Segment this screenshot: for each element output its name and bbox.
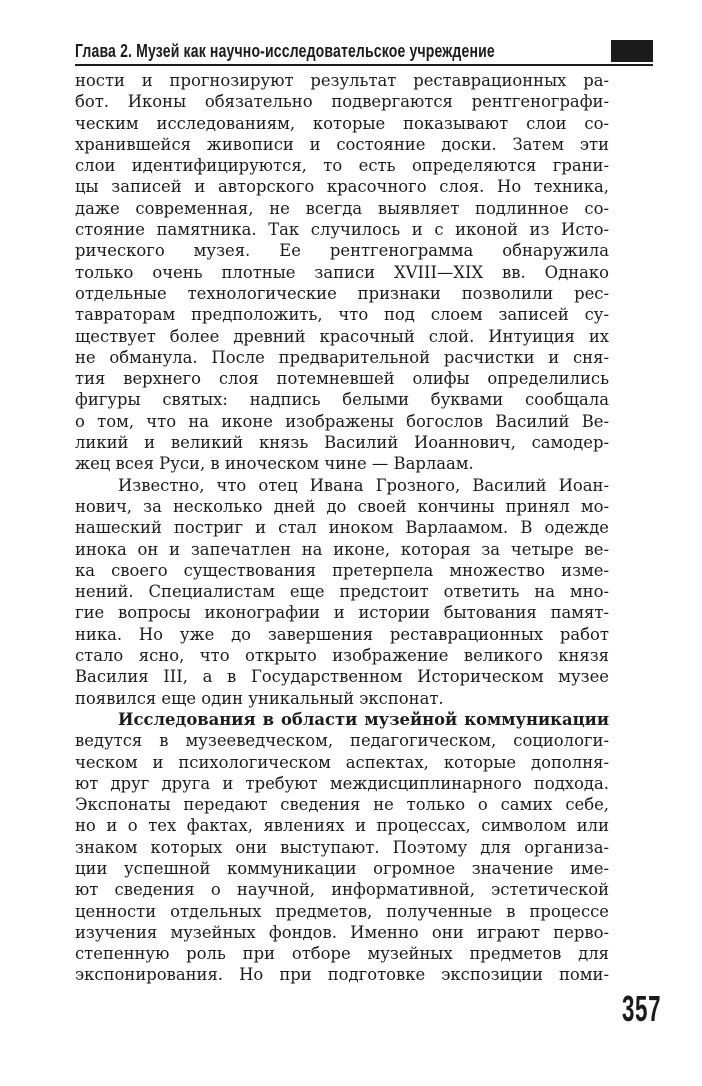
text-line: ценности отдельных предметов, полученные в процессе — [75, 901, 609, 921]
text-line: цы записей и авторского красочного слоя. Но техника, — [75, 177, 609, 197]
text-line: отдельные технологические признаки позволили рес- — [75, 283, 609, 303]
text-line: только очень плотные записи XVIII—XIX вв. Однако — [75, 262, 609, 282]
text-line: появился еще один уникальный экспонат. — [75, 688, 444, 708]
text-line: ника. Но уже до завершения реставрационных работ — [75, 624, 609, 644]
text-line: стояние памятника. Так случилось и с иконой из Исто- — [75, 220, 609, 240]
text-line: не обманула. После предварительной расчистки и сня- — [75, 347, 609, 367]
text-line: ществует более древний красочный слой. Интуиция их — [75, 326, 609, 346]
text-line: Василия III, а в Государственном Историческом музее — [75, 667, 609, 687]
text-line: ка своего существования претерпела множество изме- — [75, 560, 609, 580]
running-header — [75, 40, 653, 66]
text-line: жец всея Руси, в иноческом чине — Варлаам. — [75, 454, 474, 474]
text-line: тавраторам предположить, что под слоем записей су- — [75, 305, 609, 325]
text-line: инока он и запечатлен на иконе, которая за четыре ве- — [75, 539, 609, 559]
text-line: но и о тех фактах, явлениях и процессах, символом или — [75, 816, 609, 836]
text-line: ликий и великий князь Василий Иоаннович, самодер- — [75, 433, 609, 453]
paragraph-1 — [75, 70, 609, 475]
text-line: стало ясно, что открыто изображение великого князя — [75, 646, 609, 666]
page-number: 357 — [622, 988, 662, 1029]
text-line: нений. Специалистам еще предстоит ответить на мно- — [75, 582, 609, 602]
text-line: Известно, что отец Ивана Грозного, Василий Иоан- — [118, 475, 609, 495]
text-line: нашеский постриг и стал иноком Варлаамом. В одежде — [75, 518, 609, 538]
text-line: экспонирования. Но при подготовке экспозиции поми- — [75, 965, 609, 985]
text-line: ведутся в музееведческом, педагогическом, социологи- — [75, 731, 609, 751]
text-line: хранившейся живописи и состояние доски. Затем эти — [75, 134, 609, 154]
text-line: бот. Иконы обязательно подвергаются рентгенографи- — [75, 92, 609, 112]
text-line: даже современная, не всегда выявляет подлинное со- — [75, 198, 609, 218]
text-line: Экспонаты передают сведения не только о самих себе, — [75, 795, 609, 815]
text-line: фигуры святых: надпись белыми буквами сообщала — [75, 390, 609, 410]
header-black-bar — [611, 40, 653, 62]
paragraph-2 — [75, 475, 609, 709]
paragraph-3 — [75, 709, 609, 986]
chapter-title: Глава 2. Музей как научно-исследовательское учреждение — [75, 41, 495, 61]
bold-lead-line: Исследования в области музейной коммуникации — [118, 709, 609, 729]
text-line: ности и прогнозируют результат реставрационных ра- — [75, 71, 609, 90]
text-line: рического музея. Ее рентгенограмма обнаружила — [75, 241, 609, 261]
text-line: ческом и психологическом аспектах, которые дополня- — [75, 752, 609, 772]
text-line: слои идентифицируются, то есть определяются грани- — [75, 156, 609, 176]
text-line: о том, что на иконе изображены богослов Василий Ве- — [75, 411, 609, 431]
text-line: ют друг друга и требуют междисциплинарного подхода. — [75, 773, 609, 793]
text-line: нович, за несколько дней до своей кончины принял мо- — [75, 496, 609, 516]
text-line: тия верхнего слоя потемневшей олифы определились — [75, 369, 609, 389]
text-line: гие вопросы иконографии и истории бытования памят- — [75, 603, 609, 623]
text-line: ческим исследованиям, которые показывают слои со- — [75, 113, 609, 133]
text-line: степенную роль при отборе музейных предметов для — [75, 944, 609, 964]
text-body — [75, 70, 609, 986]
text-line: ции успешной коммуникации огромное значение име- — [75, 858, 609, 878]
text-line: изучения музейных фондов. Именно они играют перво- — [75, 922, 609, 942]
text-line: знаком которых они выступают. Поэтому для организа- — [75, 837, 609, 857]
text-line: ют сведения о научной, информативной, эстетической — [75, 880, 609, 900]
